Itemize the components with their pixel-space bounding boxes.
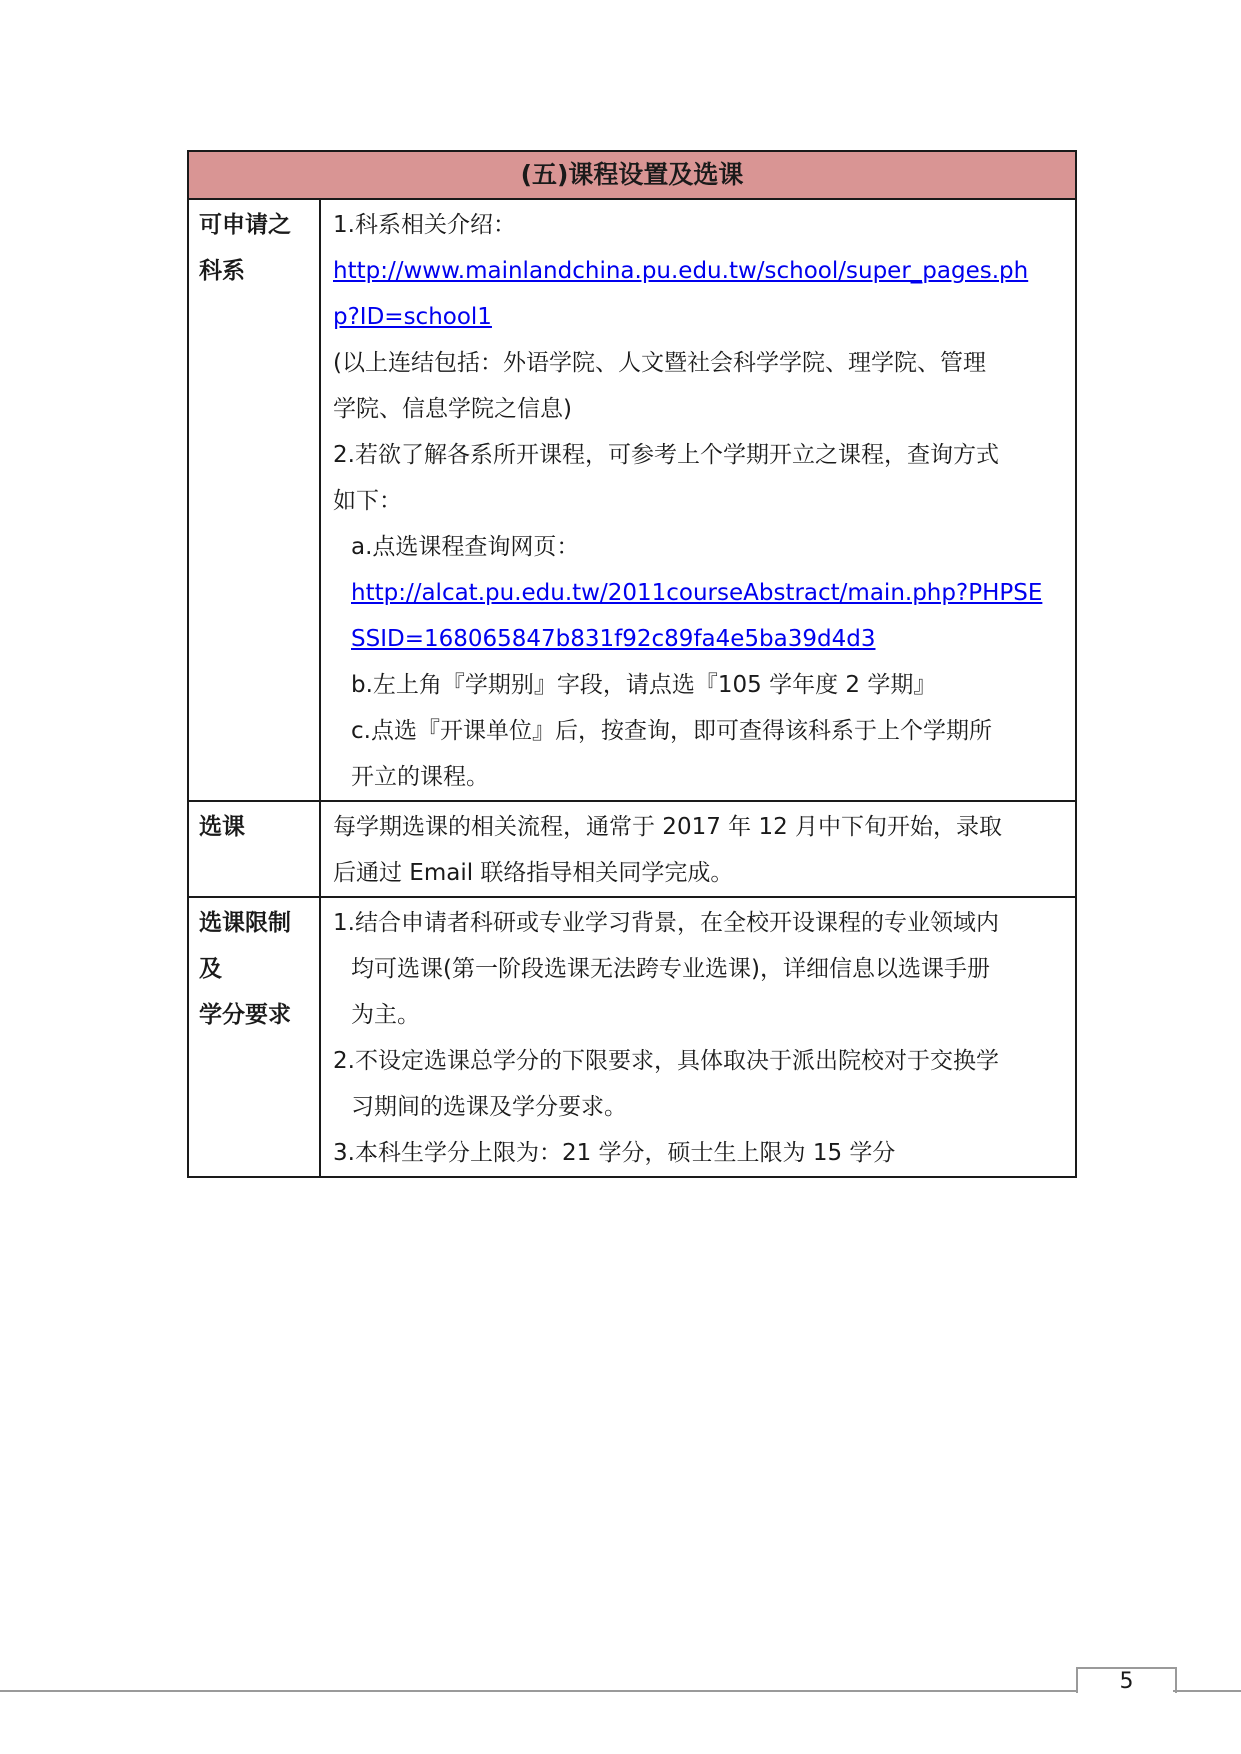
- step-c-line: 开立的课程。: [351, 764, 489, 790]
- department-intro-link-line[interactable]: p?ID=school1: [333, 304, 492, 330]
- footer-rule: [0, 1690, 1078, 1692]
- step-c: [333, 708, 1065, 800]
- department-intro-note-line: 学院、信息学院之信息): [333, 396, 572, 422]
- course-query-link-line[interactable]: http://alcat.pu.edu.tw/2011courseAbstract/main.php?PHPSE: [351, 580, 1043, 606]
- limits-item-1: [333, 900, 1065, 1038]
- departments-row: [188, 199, 1076, 801]
- step-c-line: c.点选『开课单位』后，按查询，即可查得该科系于上个学期所: [351, 718, 992, 744]
- limits-item-line: 均可选课(第一阶段选课无法跨专业选课)，详细信息以选课手册: [351, 956, 990, 982]
- course-lookup-instructions-line: 如下：: [333, 488, 402, 514]
- departments-content: [320, 199, 1076, 801]
- course-selection-text-line: 每学期选课的相关流程，通常于 2017 年 12 月中下旬开始，录取: [333, 814, 1003, 840]
- limits-item-line: 为主。: [351, 1002, 420, 1028]
- limits-item-3: 3.本科生学分上限为：21 学分，硕士生上限为 15 学分: [333, 1140, 896, 1166]
- department-intro-heading: 1.科系相关介绍：: [333, 212, 516, 238]
- section-title: (五)课程设置及选课: [188, 151, 1076, 199]
- course-query-link[interactable]: [333, 570, 1065, 662]
- limits-label: [188, 897, 320, 1177]
- limits-label-line: 及: [199, 956, 222, 982]
- course-lookup-instructions: [333, 432, 1065, 524]
- course-lookup-instructions-line: 2.若欲了解各系所开课程，可参考上个学期开立之课程，查询方式: [333, 442, 999, 468]
- course-selection-content: [320, 801, 1076, 897]
- departments-label-line: 可申请之: [199, 212, 291, 238]
- department-intro-note: [333, 340, 1065, 432]
- footer-rule: [1173, 1690, 1241, 1692]
- departments-label: [188, 199, 320, 801]
- course-settings-table: [187, 150, 1077, 1178]
- limits-item-line: 2.不设定选课总学分的下限要求，具体取决于派出院校对于交换学: [333, 1048, 999, 1074]
- limits-label-line: 选课限制: [199, 910, 291, 936]
- section-title-row: [188, 151, 1076, 199]
- step-b: b.左上角『学期别』字段，请点选『105 学年度 2 学期』: [351, 672, 937, 698]
- department-intro-note-line: (以上连结包括：外语学院、人文暨社会科学学院、理学院、管理: [333, 350, 986, 376]
- course-query-link-line[interactable]: SSID=168065847b831f92c89fa4e5ba39d4d3: [351, 626, 876, 652]
- limits-item-2: [333, 1038, 1065, 1130]
- course-selection-row: [188, 801, 1076, 897]
- page-number: 5: [1119, 1669, 1134, 1694]
- course-selection-text-line: 后通过 Email 联络指导相关同学完成。: [333, 860, 734, 886]
- department-intro-link[interactable]: [333, 248, 1065, 340]
- limits-row: [188, 897, 1076, 1177]
- step-a: a.点选课程查询网页：: [351, 534, 580, 560]
- course-selection-label: 选课: [188, 801, 320, 897]
- limits-label-line: 学分要求: [199, 1002, 291, 1028]
- limits-content: [320, 897, 1076, 1177]
- department-intro-link-line[interactable]: http://www.mainlandchina.pu.edu.tw/school/super_pages.ph: [333, 258, 1029, 284]
- limits-item-line: 习期间的选课及学分要求。: [351, 1094, 627, 1120]
- course-selection-text: [333, 804, 1065, 896]
- limits-item-line: 1.结合申请者科研或专业学习背景，在全校开设课程的专业领域内: [333, 910, 999, 936]
- departments-label-line: 科系: [199, 258, 245, 284]
